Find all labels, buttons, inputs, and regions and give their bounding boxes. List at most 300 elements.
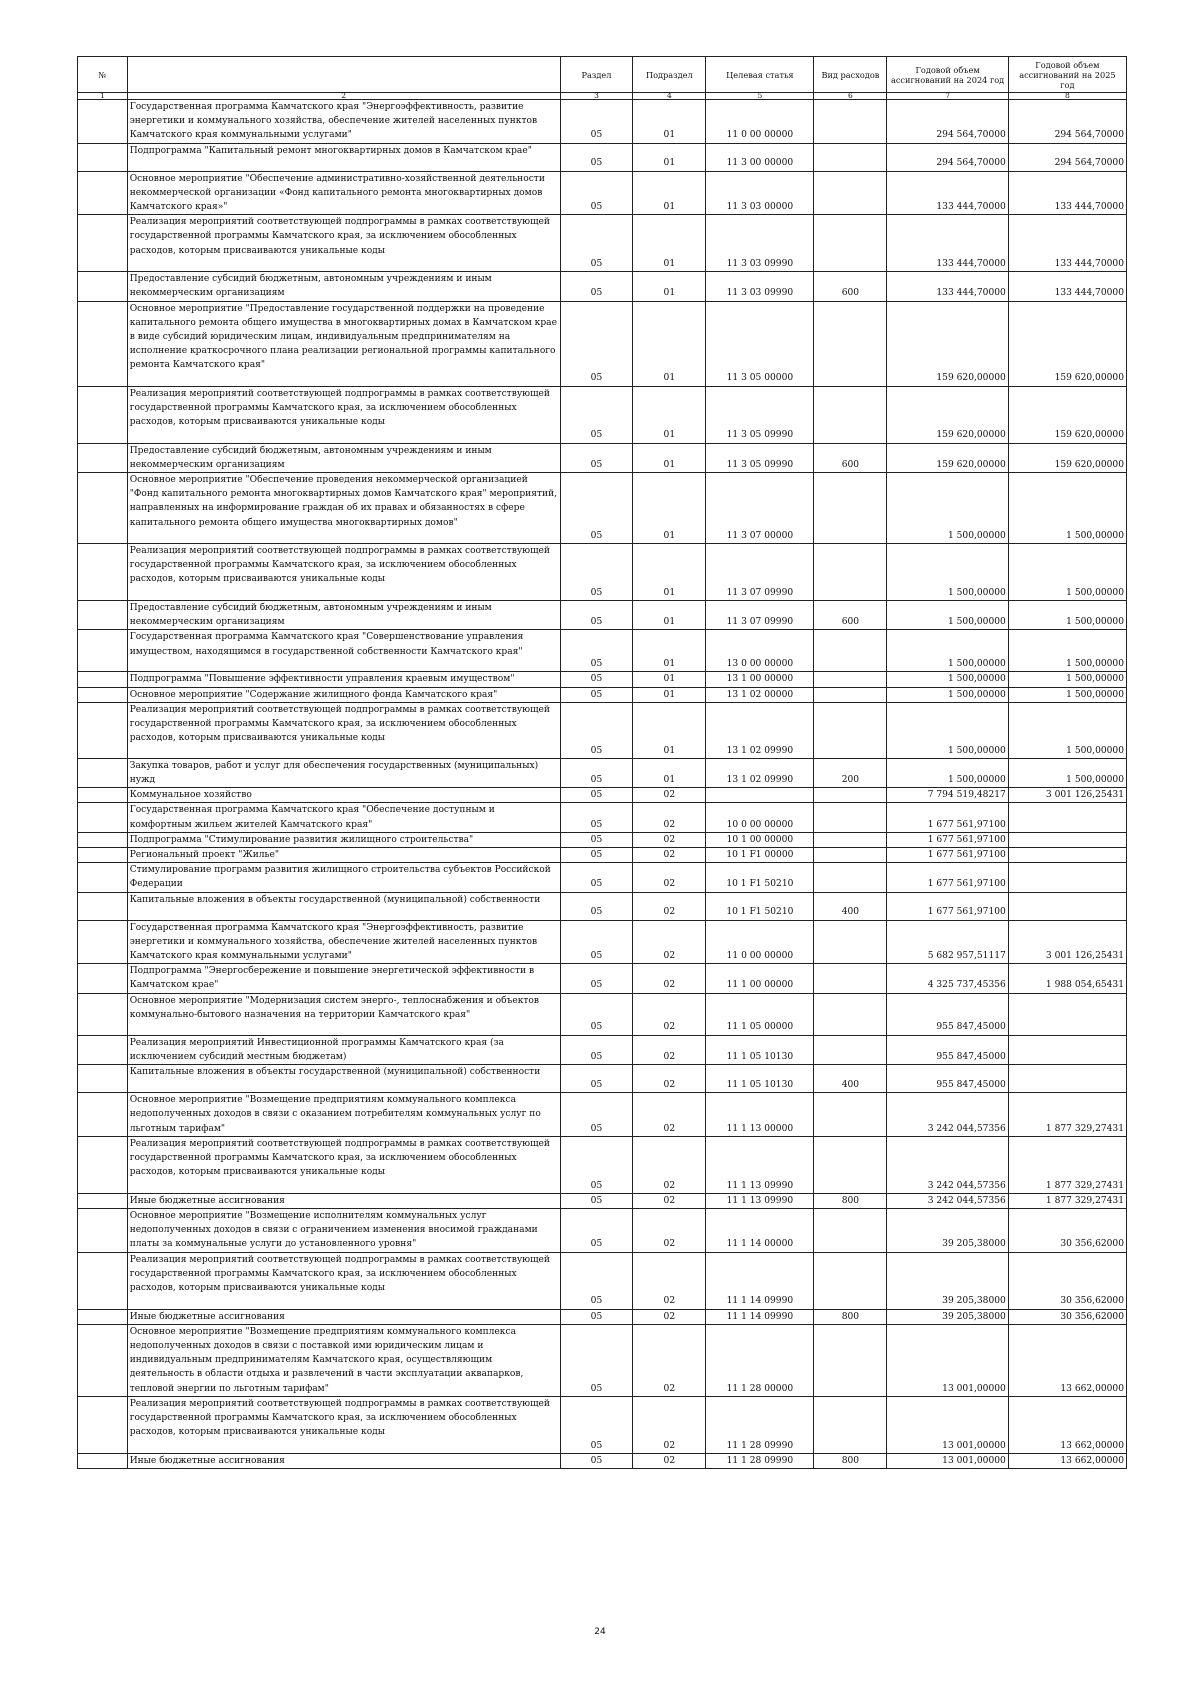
cell-name: Закупка товаров, работ и услуг для обеспечения государственных (муниципальных) нужд bbox=[127, 758, 560, 787]
cell-podrazdel: 01 bbox=[633, 100, 706, 144]
cell-amount-2025: 13 662,00000 bbox=[1008, 1453, 1126, 1468]
cell-name: Реализация мероприятий соответствующей подпрограммы в рамках соответствующей государственной программы Камчатского края, за исключением обособленных расходов, которым присваиваются уникальные коды bbox=[127, 1252, 560, 1309]
cell-amount-2024: 1 677 561,97100 bbox=[887, 803, 1008, 832]
cell-amount-2025: 3 001 126,25431 bbox=[1008, 788, 1126, 803]
table-row bbox=[78, 1309, 1127, 1324]
table-row bbox=[78, 630, 1127, 672]
cell-amount-2024: 3 242 044,57356 bbox=[887, 1136, 1008, 1193]
table-row bbox=[78, 1035, 1127, 1064]
cell-num bbox=[78, 848, 128, 863]
cell-razdel: 05 bbox=[560, 272, 633, 301]
cell-razdel: 05 bbox=[560, 993, 633, 1035]
cell-num bbox=[78, 1136, 128, 1193]
header-year-2024: Годовой объем ассигнований на 2024 год bbox=[887, 57, 1008, 93]
cell-amount-2024: 7 794 519,48217 bbox=[887, 788, 1008, 803]
cell-podrazdel: 02 bbox=[633, 1136, 706, 1193]
cell-vid-rashodov bbox=[814, 848, 887, 863]
cell-razdel: 05 bbox=[560, 1252, 633, 1309]
column-number: 6 bbox=[814, 93, 887, 100]
cell-celevaya-statya: 11 1 28 00000 bbox=[706, 1324, 814, 1396]
cell-num bbox=[78, 1324, 128, 1396]
cell-amount-2024: 955 847,45000 bbox=[887, 1065, 1008, 1093]
cell-num bbox=[78, 1453, 128, 1468]
cell-vid-rashodov bbox=[814, 687, 887, 702]
header-name bbox=[127, 57, 560, 93]
cell-amount-2025 bbox=[1008, 832, 1126, 847]
cell-razdel: 05 bbox=[560, 863, 633, 892]
cell-podrazdel: 01 bbox=[633, 758, 706, 787]
header-year-2025: Годовой объем ассигнований на 2025 год bbox=[1008, 57, 1126, 93]
table-row bbox=[78, 171, 1127, 215]
cell-num bbox=[78, 788, 128, 803]
cell-vid-rashodov bbox=[814, 100, 887, 144]
cell-razdel: 05 bbox=[560, 473, 633, 544]
cell-celevaya-statya: 11 3 05 09990 bbox=[706, 386, 814, 443]
cell-razdel: 05 bbox=[560, 758, 633, 787]
cell-razdel: 05 bbox=[560, 892, 633, 920]
cell-amount-2025: 1 500,00000 bbox=[1008, 672, 1126, 687]
cell-amount-2025 bbox=[1008, 1035, 1126, 1064]
cell-num bbox=[78, 702, 128, 758]
cell-num bbox=[78, 1208, 128, 1252]
cell-vid-rashodov bbox=[814, 473, 887, 544]
cell-celevaya-statya: 11 3 05 00000 bbox=[706, 301, 814, 386]
cell-name: Коммунальное хозяйство bbox=[127, 788, 560, 803]
table-row bbox=[78, 1136, 1127, 1193]
cell-num bbox=[78, 171, 128, 215]
table-row bbox=[78, 443, 1127, 472]
cell-amount-2024: 294 564,70000 bbox=[887, 143, 1008, 171]
cell-podrazdel: 01 bbox=[633, 301, 706, 386]
table-header-row bbox=[78, 57, 1127, 93]
cell-amount-2024: 1 500,00000 bbox=[887, 687, 1008, 702]
cell-num bbox=[78, 672, 128, 687]
cell-amount-2025 bbox=[1008, 892, 1126, 920]
column-number: 8 bbox=[1008, 93, 1126, 100]
cell-name: Реализация мероприятий соответствующей подпрограммы в рамках соответствующей государственной программы Камчатского края, за исключением обособленных расходов, которым присваиваются уникальные коды bbox=[127, 386, 560, 443]
table-row bbox=[78, 672, 1127, 687]
cell-razdel: 05 bbox=[560, 1035, 633, 1064]
cell-razdel: 05 bbox=[560, 1309, 633, 1324]
cell-num bbox=[78, 920, 128, 964]
cell-celevaya-statya: 11 3 03 00000 bbox=[706, 171, 814, 215]
cell-vid-rashodov bbox=[814, 1252, 887, 1309]
cell-name: Иные бюджетные ассигнования bbox=[127, 1453, 560, 1468]
cell-podrazdel: 02 bbox=[633, 1309, 706, 1324]
cell-podrazdel: 02 bbox=[633, 863, 706, 892]
cell-celevaya-statya: 10 1 00 00000 bbox=[706, 832, 814, 847]
cell-name: Государственная программа Камчатского края "Совершенствование управления имуществом, находящимся в государственной собственности Камчатского края" bbox=[127, 630, 560, 672]
table-row bbox=[78, 1396, 1127, 1453]
table-row bbox=[78, 920, 1127, 964]
column-number: 7 bbox=[887, 93, 1008, 100]
cell-razdel: 05 bbox=[560, 1453, 633, 1468]
budget-table-sheet bbox=[77, 56, 1127, 1469]
cell-vid-rashodov: 600 bbox=[814, 601, 887, 630]
cell-num bbox=[78, 301, 128, 386]
cell-amount-2025: 1 500,00000 bbox=[1008, 758, 1126, 787]
cell-amount-2024: 1 500,00000 bbox=[887, 630, 1008, 672]
cell-celevaya-statya: 13 1 00 00000 bbox=[706, 672, 814, 687]
cell-podrazdel: 01 bbox=[633, 702, 706, 758]
cell-num bbox=[78, 386, 128, 443]
cell-vid-rashodov bbox=[814, 386, 887, 443]
cell-amount-2024: 39 205,38000 bbox=[887, 1309, 1008, 1324]
cell-vid-rashodov bbox=[814, 1324, 887, 1396]
cell-celevaya-statya: 11 3 07 09990 bbox=[706, 544, 814, 601]
cell-num bbox=[78, 215, 128, 272]
cell-amount-2025: 13 662,00000 bbox=[1008, 1324, 1126, 1396]
cell-num bbox=[78, 892, 128, 920]
cell-podrazdel: 02 bbox=[633, 788, 706, 803]
cell-num bbox=[78, 803, 128, 832]
cell-podrazdel: 02 bbox=[633, 892, 706, 920]
cell-name: Реализация мероприятий соответствующей подпрограммы в рамках соответствующей государственной программы Камчатского края, за исключением обособленных расходов, которым присваиваются уникальные коды bbox=[127, 544, 560, 601]
cell-razdel: 05 bbox=[560, 301, 633, 386]
cell-podrazdel: 02 bbox=[633, 1035, 706, 1064]
page-number: 24 bbox=[594, 1627, 606, 1637]
cell-vid-rashodov: 600 bbox=[814, 443, 887, 472]
cell-amount-2025: 3 001 126,25431 bbox=[1008, 920, 1126, 964]
cell-name: Реализация мероприятий соответствующей подпрограммы в рамках соответствующей государственной программы Камчатского края, за исключением обособленных расходов, которым присваиваются уникальные коды bbox=[127, 1396, 560, 1453]
table-row bbox=[78, 473, 1127, 544]
cell-amount-2025: 133 444,70000 bbox=[1008, 215, 1126, 272]
cell-amount-2025: 1 877 329,27431 bbox=[1008, 1093, 1126, 1137]
cell-name: Предоставление субсидий бюджетным, автономным учреждениям и иным некоммерческим организациям bbox=[127, 601, 560, 630]
cell-amount-2024: 159 620,00000 bbox=[887, 443, 1008, 472]
table-row bbox=[78, 100, 1127, 144]
cell-amount-2024: 3 242 044,57356 bbox=[887, 1093, 1008, 1137]
cell-podrazdel: 01 bbox=[633, 215, 706, 272]
cell-amount-2025 bbox=[1008, 848, 1126, 863]
table-row bbox=[78, 1324, 1127, 1396]
cell-celevaya-statya bbox=[706, 788, 814, 803]
cell-vid-rashodov bbox=[814, 1093, 887, 1137]
table-row bbox=[78, 832, 1127, 847]
cell-amount-2025: 30 356,62000 bbox=[1008, 1252, 1126, 1309]
cell-num bbox=[78, 443, 128, 472]
cell-celevaya-statya: 13 0 00 00000 bbox=[706, 630, 814, 672]
cell-razdel: 05 bbox=[560, 1193, 633, 1208]
cell-razdel: 05 bbox=[560, 702, 633, 758]
cell-amount-2024: 1 500,00000 bbox=[887, 702, 1008, 758]
cell-celevaya-statya: 11 1 14 09990 bbox=[706, 1309, 814, 1324]
cell-razdel: 05 bbox=[560, 100, 633, 144]
cell-amount-2025 bbox=[1008, 993, 1126, 1035]
cell-name: Государственная программа Камчатского края "Обеспечение доступным и комфортным жильем жителей Камчатского края" bbox=[127, 803, 560, 832]
cell-amount-2024: 39 205,38000 bbox=[887, 1208, 1008, 1252]
header-num: № bbox=[78, 57, 128, 93]
cell-amount-2024: 133 444,70000 bbox=[887, 215, 1008, 272]
cell-amount-2025: 133 444,70000 bbox=[1008, 171, 1126, 215]
cell-podrazdel: 02 bbox=[633, 1396, 706, 1453]
cell-num bbox=[78, 687, 128, 702]
cell-razdel: 05 bbox=[560, 848, 633, 863]
cell-podrazdel: 02 bbox=[633, 993, 706, 1035]
cell-podrazdel: 02 bbox=[633, 1208, 706, 1252]
cell-name: Основное мероприятие "Предоставление государственной поддержки на проведение капитального ремонта общего имущества в многоквартирных домах в Камчатском крае в виде субсидий юридическим лицам, индивидуальным предпринимателям на исполнение краткосрочного плана реализации региональной программы капитального ремонта Камчатского края" bbox=[127, 301, 560, 386]
cell-celevaya-statya: 11 3 03 09990 bbox=[706, 215, 814, 272]
cell-amount-2024: 13 001,00000 bbox=[887, 1324, 1008, 1396]
cell-podrazdel: 01 bbox=[633, 473, 706, 544]
cell-amount-2025: 1 500,00000 bbox=[1008, 473, 1126, 544]
cell-razdel: 05 bbox=[560, 544, 633, 601]
cell-amount-2025 bbox=[1008, 803, 1126, 832]
column-number-row bbox=[78, 93, 1127, 100]
cell-celevaya-statya: 11 1 13 09990 bbox=[706, 1136, 814, 1193]
column-number: 5 bbox=[706, 93, 814, 100]
cell-celevaya-statya: 13 1 02 00000 bbox=[706, 687, 814, 702]
cell-vid-rashodov bbox=[814, 964, 887, 993]
cell-vid-rashodov bbox=[814, 863, 887, 892]
cell-amount-2025: 1 500,00000 bbox=[1008, 687, 1126, 702]
cell-podrazdel: 02 bbox=[633, 1252, 706, 1309]
cell-celevaya-statya: 11 3 07 09990 bbox=[706, 601, 814, 630]
cell-num bbox=[78, 1252, 128, 1309]
cell-amount-2025: 13 662,00000 bbox=[1008, 1396, 1126, 1453]
cell-amount-2024: 1 677 561,97100 bbox=[887, 892, 1008, 920]
cell-amount-2024: 13 001,00000 bbox=[887, 1396, 1008, 1453]
cell-vid-rashodov: 800 bbox=[814, 1193, 887, 1208]
cell-razdel: 05 bbox=[560, 1065, 633, 1093]
cell-razdel: 05 bbox=[560, 788, 633, 803]
cell-amount-2024: 159 620,00000 bbox=[887, 301, 1008, 386]
table-row bbox=[78, 1093, 1127, 1137]
cell-vid-rashodov bbox=[814, 215, 887, 272]
cell-podrazdel: 02 bbox=[633, 803, 706, 832]
cell-amount-2025: 133 444,70000 bbox=[1008, 272, 1126, 301]
cell-amount-2024: 955 847,45000 bbox=[887, 1035, 1008, 1064]
cell-vid-rashodov bbox=[814, 672, 887, 687]
cell-name: Подпрограмма "Капитальный ремонт многоквартирных домов в Камчатском крае" bbox=[127, 143, 560, 171]
cell-name: Государственная программа Камчатского края "Энергоэффективность, развитие энергетики и коммунального хозяйства, обеспечение жителей населенных пунктов Камчатского края коммунальными услугами" bbox=[127, 100, 560, 144]
cell-celevaya-statya: 10 0 00 00000 bbox=[706, 803, 814, 832]
cell-vid-rashodov bbox=[814, 832, 887, 847]
cell-vid-rashodov bbox=[814, 920, 887, 964]
cell-razdel: 05 bbox=[560, 171, 633, 215]
cell-celevaya-statya: 11 1 14 00000 bbox=[706, 1208, 814, 1252]
table-row bbox=[78, 687, 1127, 702]
cell-celevaya-statya: 11 1 28 09990 bbox=[706, 1396, 814, 1453]
cell-amount-2025: 1 500,00000 bbox=[1008, 544, 1126, 601]
cell-num bbox=[78, 544, 128, 601]
cell-vid-rashodov bbox=[814, 630, 887, 672]
cell-razdel: 05 bbox=[560, 143, 633, 171]
cell-celevaya-statya: 11 3 03 09990 bbox=[706, 272, 814, 301]
cell-vid-rashodov bbox=[814, 788, 887, 803]
cell-amount-2025: 159 620,00000 bbox=[1008, 443, 1126, 472]
table-row bbox=[78, 601, 1127, 630]
cell-num bbox=[78, 143, 128, 171]
cell-name: Предоставление субсидий бюджетным, автономным учреждениям и иным некоммерческим организациям bbox=[127, 272, 560, 301]
cell-amount-2025 bbox=[1008, 1065, 1126, 1093]
cell-amount-2025: 294 564,70000 bbox=[1008, 143, 1126, 171]
cell-name: Основное мероприятие "Обеспечение административно-хозяйственной деятельности некоммерческой организации «Фонд капитального ремонта многоквартирных домов Камчатского края»" bbox=[127, 171, 560, 215]
column-number: 2 bbox=[127, 93, 560, 100]
cell-amount-2024: 133 444,70000 bbox=[887, 171, 1008, 215]
cell-celevaya-statya: 11 3 00 00000 bbox=[706, 143, 814, 171]
cell-num bbox=[78, 1396, 128, 1453]
cell-celevaya-statya: 10 1 F1 00000 bbox=[706, 848, 814, 863]
cell-podrazdel: 02 bbox=[633, 832, 706, 847]
cell-amount-2024: 5 682 957,51117 bbox=[887, 920, 1008, 964]
cell-celevaya-statya: 11 3 07 00000 bbox=[706, 473, 814, 544]
cell-amount-2025: 1 988 054,65431 bbox=[1008, 964, 1126, 993]
cell-name: Основное мероприятие "Модернизация систем энерго-, теплоснабжения и объектов коммунально-бытового назначения на территории Камчатского края" bbox=[127, 993, 560, 1035]
cell-celevaya-statya: 11 0 00 00000 bbox=[706, 100, 814, 144]
cell-name: Подпрограмма "Стимулирование развития жилищного строительства" bbox=[127, 832, 560, 847]
cell-name: Реализация мероприятий соответствующей подпрограммы в рамках соответствующей государственной программы Камчатского края, за исключением обособленных расходов, которым присваиваются уникальные коды bbox=[127, 215, 560, 272]
cell-celevaya-statya: 11 0 00 00000 bbox=[706, 920, 814, 964]
table-body bbox=[78, 100, 1127, 1469]
cell-celevaya-statya: 11 1 05 10130 bbox=[706, 1065, 814, 1093]
table-row bbox=[78, 848, 1127, 863]
cell-name: Иные бюджетные ассигнования bbox=[127, 1193, 560, 1208]
table-row bbox=[78, 1252, 1127, 1309]
cell-name: Государственная программа Камчатского края "Энергоэффективность, развитие энергетики и коммунального хозяйства, обеспечение жителей населенных пунктов Камчатского края коммунальными услугами" bbox=[127, 920, 560, 964]
cell-name: Подпрограмма "Энергосбережение и повышение энергетической эффективности в Камчатском крае" bbox=[127, 964, 560, 993]
cell-podrazdel: 02 bbox=[633, 1093, 706, 1137]
cell-celevaya-statya: 11 1 28 09990 bbox=[706, 1453, 814, 1468]
cell-amount-2025: 30 356,62000 bbox=[1008, 1309, 1126, 1324]
cell-podrazdel: 02 bbox=[633, 1324, 706, 1396]
cell-num bbox=[78, 601, 128, 630]
table-row bbox=[78, 215, 1127, 272]
header-vid-rashodov: Вид расходов bbox=[814, 57, 887, 93]
cell-name: Капитальные вложения в объекты государственной (муниципальной) собственности bbox=[127, 892, 560, 920]
cell-podrazdel: 01 bbox=[633, 544, 706, 601]
cell-razdel: 05 bbox=[560, 1396, 633, 1453]
cell-vid-rashodov: 400 bbox=[814, 892, 887, 920]
table-row bbox=[78, 702, 1127, 758]
cell-celevaya-statya: 13 1 02 09990 bbox=[706, 702, 814, 758]
table-row bbox=[78, 1453, 1127, 1468]
header-podrazdel: Подраздел bbox=[633, 57, 706, 93]
cell-razdel: 05 bbox=[560, 215, 633, 272]
table-row bbox=[78, 892, 1127, 920]
cell-razdel: 05 bbox=[560, 803, 633, 832]
cell-name: Реализация мероприятий Инвестиционной программы Камчатского края (за исключением субсидий местным бюджетам) bbox=[127, 1035, 560, 1064]
cell-num bbox=[78, 993, 128, 1035]
cell-amount-2024: 39 205,38000 bbox=[887, 1252, 1008, 1309]
cell-podrazdel: 01 bbox=[633, 443, 706, 472]
cell-razdel: 05 bbox=[560, 1208, 633, 1252]
cell-num bbox=[78, 100, 128, 144]
cell-amount-2025: 30 356,62000 bbox=[1008, 1208, 1126, 1252]
cell-celevaya-statya: 11 1 05 00000 bbox=[706, 993, 814, 1035]
cell-vid-rashodov bbox=[814, 803, 887, 832]
cell-num bbox=[78, 1035, 128, 1064]
column-number: 3 bbox=[560, 93, 633, 100]
cell-name: Основное мероприятие "Возмещение исполнителям коммунальных услуг недополученных доходов в связи с ограничением изменения вносимой гражданами платы за коммунальные услуги до установленного уровня" bbox=[127, 1208, 560, 1252]
cell-podrazdel: 01 bbox=[633, 687, 706, 702]
cell-vid-rashodov bbox=[814, 1035, 887, 1064]
cell-name: Региональный проект "Жилье" bbox=[127, 848, 560, 863]
cell-vid-rashodov bbox=[814, 143, 887, 171]
cell-amount-2025: 1 500,00000 bbox=[1008, 630, 1126, 672]
cell-num bbox=[78, 473, 128, 544]
cell-amount-2025: 294 564,70000 bbox=[1008, 100, 1126, 144]
cell-podrazdel: 02 bbox=[633, 1453, 706, 1468]
cell-amount-2025: 159 620,00000 bbox=[1008, 386, 1126, 443]
cell-razdel: 05 bbox=[560, 1136, 633, 1193]
cell-razdel: 05 bbox=[560, 1324, 633, 1396]
cell-razdel: 05 bbox=[560, 630, 633, 672]
table-row bbox=[78, 544, 1127, 601]
cell-vid-rashodov bbox=[814, 171, 887, 215]
cell-razdel: 05 bbox=[560, 672, 633, 687]
column-number: 4 bbox=[633, 93, 706, 100]
cell-name: Основное мероприятие "Возмещение предприятиям коммунального комплекса недополученных доходов в связи с оказанием потребителям коммунальных услуг по льготным тарифам" bbox=[127, 1093, 560, 1137]
cell-celevaya-statya: 13 1 02 09990 bbox=[706, 758, 814, 787]
cell-vid-rashodov: 800 bbox=[814, 1309, 887, 1324]
cell-name: Реализация мероприятий соответствующей подпрограммы в рамках соответствующей государственной программы Камчатского края, за исключением обособленных расходов, которым присваиваются уникальные коды bbox=[127, 702, 560, 758]
cell-num bbox=[78, 1065, 128, 1093]
cell-name: Реализация мероприятий соответствующей подпрограммы в рамках соответствующей государственной программы Камчатского края, за исключением обособленных расходов, которым присваиваются уникальные коды bbox=[127, 1136, 560, 1193]
cell-amount-2024: 4 325 737,45356 bbox=[887, 964, 1008, 993]
cell-celevaya-statya: 11 1 13 00000 bbox=[706, 1093, 814, 1137]
cell-amount-2024: 3 242 044,57356 bbox=[887, 1193, 1008, 1208]
cell-num bbox=[78, 1193, 128, 1208]
table-row bbox=[78, 863, 1127, 892]
cell-razdel: 05 bbox=[560, 964, 633, 993]
table-row bbox=[78, 1065, 1127, 1093]
cell-vid-rashodov bbox=[814, 702, 887, 758]
cell-num bbox=[78, 863, 128, 892]
cell-amount-2024: 1 500,00000 bbox=[887, 544, 1008, 601]
cell-podrazdel: 02 bbox=[633, 848, 706, 863]
cell-num bbox=[78, 758, 128, 787]
column-number: 1 bbox=[78, 93, 128, 100]
cell-amount-2025 bbox=[1008, 863, 1126, 892]
cell-amount-2024: 1 677 561,97100 bbox=[887, 832, 1008, 847]
cell-vid-rashodov bbox=[814, 301, 887, 386]
cell-razdel: 05 bbox=[560, 687, 633, 702]
cell-razdel: 05 bbox=[560, 443, 633, 472]
cell-celevaya-statya: 11 1 14 09990 bbox=[706, 1252, 814, 1309]
cell-razdel: 05 bbox=[560, 920, 633, 964]
cell-celevaya-statya: 11 1 05 10130 bbox=[706, 1035, 814, 1064]
cell-vid-rashodov bbox=[814, 544, 887, 601]
cell-num bbox=[78, 630, 128, 672]
cell-amount-2025: 1 877 329,27431 bbox=[1008, 1193, 1126, 1208]
cell-razdel: 05 bbox=[560, 386, 633, 443]
cell-podrazdel: 02 bbox=[633, 964, 706, 993]
cell-num bbox=[78, 1093, 128, 1137]
table-row bbox=[78, 386, 1127, 443]
cell-podrazdel: 01 bbox=[633, 672, 706, 687]
cell-amount-2024: 1 500,00000 bbox=[887, 758, 1008, 787]
cell-amount-2024: 1 677 561,97100 bbox=[887, 863, 1008, 892]
table-row bbox=[78, 758, 1127, 787]
cell-amount-2024: 13 001,00000 bbox=[887, 1453, 1008, 1468]
table-row bbox=[78, 301, 1127, 386]
cell-amount-2025: 159 620,00000 bbox=[1008, 301, 1126, 386]
cell-name: Основное мероприятие "Обеспечение проведения некоммерческой организацией "Фонд капитального ремонта многоквартирных домов Камчатского края" мероприятий, направленных на информирование граждан об их правах и обязанностях в сфере капитального ремонта общего имущества многоквартирных домов" bbox=[127, 473, 560, 544]
cell-num bbox=[78, 964, 128, 993]
cell-podrazdel: 02 bbox=[633, 920, 706, 964]
cell-celevaya-statya: 10 1 F1 50210 bbox=[706, 863, 814, 892]
budget-allocation-table bbox=[77, 56, 1127, 1469]
header-razdel: Раздел bbox=[560, 57, 633, 93]
cell-celevaya-statya: 11 1 13 09990 bbox=[706, 1193, 814, 1208]
cell-amount-2024: 1 500,00000 bbox=[887, 601, 1008, 630]
cell-vid-rashodov bbox=[814, 1136, 887, 1193]
cell-num bbox=[78, 1309, 128, 1324]
cell-vid-rashodov: 400 bbox=[814, 1065, 887, 1093]
cell-amount-2024: 1 500,00000 bbox=[887, 672, 1008, 687]
cell-celevaya-statya: 11 3 05 09990 bbox=[706, 443, 814, 472]
